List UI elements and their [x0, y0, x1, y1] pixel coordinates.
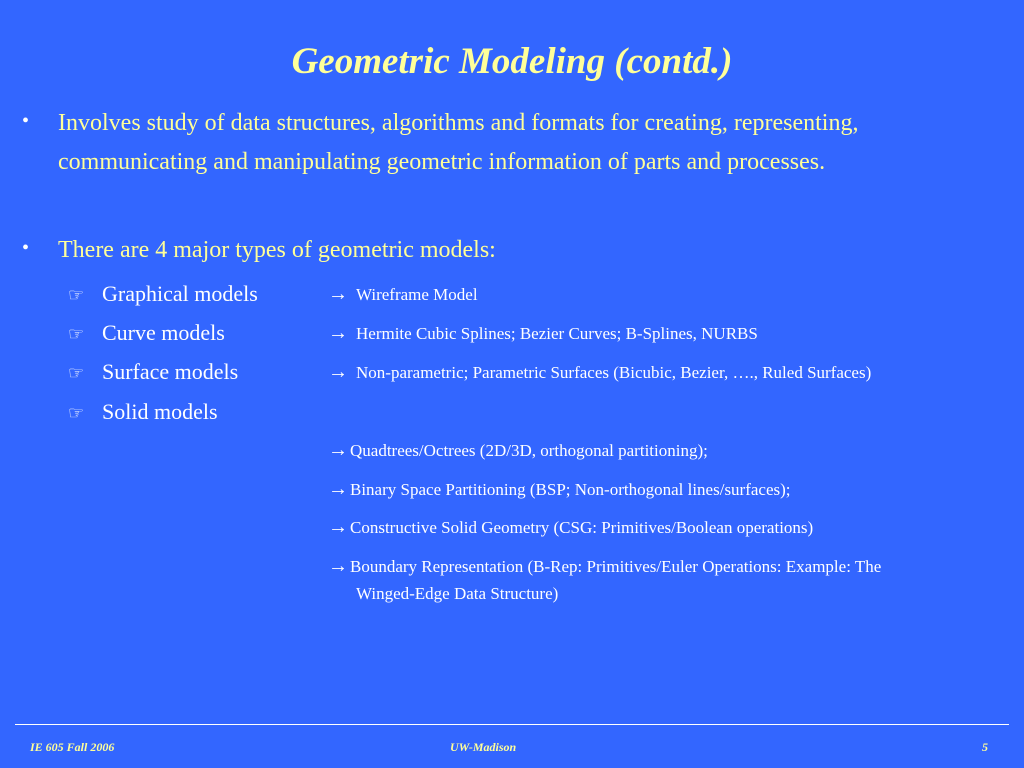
solid-item-brep-line-2: Winged-Edge Data Structure): [356, 584, 559, 603]
right-arrow-icon: →: [328, 555, 348, 577]
pointing-hand-icon: ☞: [68, 403, 85, 423]
bullet-dot-icon: •: [22, 110, 30, 132]
pointing-hand-icon: ☞: [68, 285, 85, 305]
solid-item-text: Quadtrees/Octrees (2D/3D, orthogonal partitioning);: [350, 441, 708, 460]
bullet-1-line-2: communicating and manipulating geometric information of parts and processes.: [58, 149, 826, 175]
pointing-hand-icon: ☞: [68, 363, 85, 383]
model-type-surface-desc: [328, 361, 871, 384]
model-type-desc: Hermite Cubic Splines; Bezier Curves; B-Splines, NURBS: [356, 324, 758, 343]
solid-item-quadtrees: [328, 436, 708, 465]
bullet-dot-icon: •: [22, 237, 30, 259]
right-arrow-icon: →: [328, 361, 348, 383]
solid-item-text: Boundary Representation (B-Rep: Primitives/Euler Operations: Example: The: [350, 557, 882, 576]
solid-item-csg: [328, 513, 813, 542]
model-type-solid: [68, 399, 218, 425]
right-arrow-icon: →: [328, 516, 348, 538]
model-type-label: Graphical models: [102, 281, 258, 306]
pointing-hand-icon: ☞: [68, 324, 85, 344]
model-type-desc: Non-parametric; Parametric Surfaces (Bicubic, Bezier, …., Ruled Surfaces): [356, 363, 872, 382]
solid-item-brep: [328, 552, 881, 581]
slide-title: Geometric Modeling (contd.): [291, 41, 733, 82]
model-type-curve: [68, 320, 225, 346]
right-arrow-icon: →: [328, 478, 348, 500]
model-type-label: Curve models: [102, 320, 225, 345]
right-arrow-icon: →: [328, 439, 348, 461]
footer-course: IE 605 Fall 2006: [30, 740, 115, 754]
model-type-graphical-desc: [328, 283, 478, 306]
bullet-1-line-1: Involves study of data structures, algorithms and formats for creating, representing,: [58, 110, 859, 136]
bullet-2-line-1: There are 4 major types of geometric models:: [58, 237, 496, 263]
right-arrow-icon: →: [328, 283, 348, 305]
solid-item-bsp: [328, 475, 791, 504]
footer-divider: [15, 724, 1009, 725]
model-type-graphical: [68, 281, 258, 307]
footer-institution: UW-Madison: [450, 740, 517, 754]
model-type-label: Surface models: [102, 359, 239, 384]
solid-item-text: Binary Space Partitioning (BSP; Non-orthogonal lines/surfaces);: [350, 480, 791, 499]
right-arrow-icon: →: [328, 322, 348, 344]
model-type-desc: Wireframe Model: [356, 285, 478, 304]
model-type-curve-desc: [328, 322, 758, 345]
solid-item-text: Constructive Solid Geometry (CSG: Primitives/Boolean operations): [350, 518, 814, 537]
footer-page-number: 5: [982, 740, 988, 754]
model-type-surface: [68, 359, 238, 385]
model-type-label: Solid models: [102, 399, 218, 424]
